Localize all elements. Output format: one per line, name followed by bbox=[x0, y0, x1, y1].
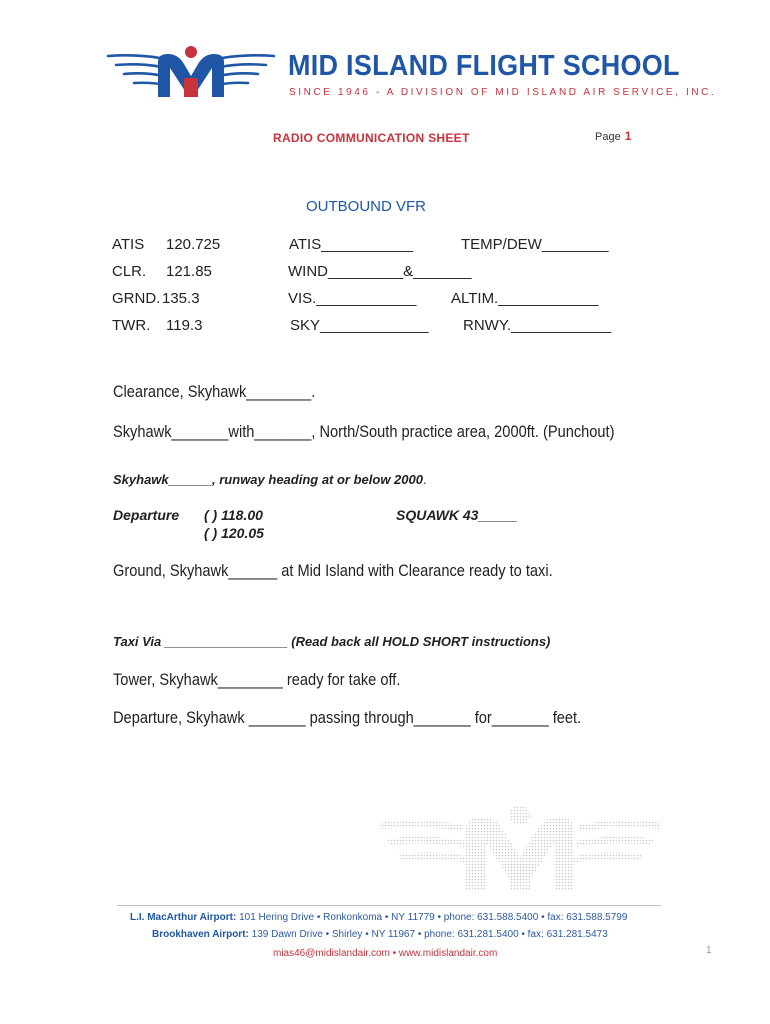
footer-address-macarthur bbox=[130, 912, 627, 923]
tower-call: Tower, Skyhawk________ ready for take off. bbox=[113, 670, 401, 689]
sky-field[interactable]: SKY_____________ bbox=[290, 317, 429, 334]
runway-field[interactable]: RNWY.____________ bbox=[463, 317, 612, 334]
altimeter-field[interactable]: ALTIM.____________ bbox=[451, 290, 599, 307]
page-label: Page bbox=[595, 131, 621, 143]
page-indicator bbox=[595, 129, 631, 143]
freq-value: 135.3 bbox=[162, 290, 200, 307]
departure-frequency-1[interactable]: ( ) 118.00 bbox=[204, 507, 263, 523]
departure-frequency-2[interactable]: ( ) 120.05 bbox=[204, 525, 264, 541]
freq-label: TWR. bbox=[112, 317, 151, 334]
freq-label: ATIS bbox=[112, 236, 145, 253]
footer-contact[interactable]: mias46@midislandair.com • www.midislandair.com bbox=[273, 948, 498, 959]
wind-field[interactable]: WIND_________&_______ bbox=[288, 263, 472, 280]
departure-call: Departure, Skyhawk _______ passing through_______ for_______ feet. bbox=[113, 708, 582, 727]
freq-value: 119.3 bbox=[166, 317, 203, 334]
freq-label: CLR. bbox=[112, 263, 147, 280]
section-title: OUTBOUND VFR bbox=[306, 198, 426, 215]
footer-divider bbox=[117, 905, 661, 906]
watermark-logo-icon bbox=[378, 803, 663, 893]
runway-heading-text: Skyhawk______, runway heading at or below 2000 bbox=[113, 472, 423, 487]
footer-label-macarthur: L.I. MacArthur Airport: bbox=[130, 912, 237, 923]
footer-label-brookhaven: Brookhaven Airport: bbox=[152, 929, 249, 940]
squawk-field[interactable]: SQUAWK 43_____ bbox=[396, 507, 518, 523]
school-subtitle: SINCE 1946 - A DIVISION OF MID ISLAND AIR SERVICE, INC. bbox=[289, 87, 717, 98]
footer-text-brookhaven: 139 Dawn Drive • Shirley • NY 11967 • phone: 631.281.5400 • fax: 631.281.5473 bbox=[251, 929, 608, 940]
runway-heading-period: . bbox=[422, 472, 427, 487]
atis-field[interactable]: ATIS___________ bbox=[289, 236, 413, 253]
ground-call: Ground, Skyhawk______ at Mid Island with Clearance ready to taxi. bbox=[113, 561, 553, 580]
winged-m-logo-icon bbox=[106, 42, 276, 100]
freq-label: GRND. bbox=[112, 290, 161, 307]
school-name: MID ISLAND FLIGHT SCHOOL bbox=[288, 50, 680, 82]
visibility-field[interactable]: VIS.____________ bbox=[288, 290, 417, 307]
footer-page-number: 1 bbox=[706, 945, 712, 956]
footer-address-brookhaven bbox=[152, 929, 608, 940]
freq-value: 121.85 bbox=[166, 263, 212, 280]
runway-heading-call bbox=[113, 472, 427, 487]
page-number: 1 bbox=[624, 129, 632, 143]
footer-text-macarthur: 101 Hering Drive • Ronkonkoma • NY 11779 • phone: 631.588.5400 • fax: 631.588.5799 bbox=[239, 912, 628, 923]
temp-dew-field[interactable]: TEMP/DEW________ bbox=[461, 236, 609, 253]
skyhawk-with-call: Skyhawk_______with_______, North/South practice area, 2000ft. (Punchout) bbox=[113, 422, 615, 441]
taxi-via-field[interactable]: Taxi Via _________________ (Read back all HOLD SHORT instructions) bbox=[113, 634, 551, 649]
sheet-title: RADIO COMMUNICATION SHEET bbox=[273, 131, 470, 145]
departure-label: Departure bbox=[113, 507, 180, 523]
clearance-call: Clearance, Skyhawk________. bbox=[113, 382, 316, 401]
freq-value: 120.725 bbox=[166, 236, 221, 253]
